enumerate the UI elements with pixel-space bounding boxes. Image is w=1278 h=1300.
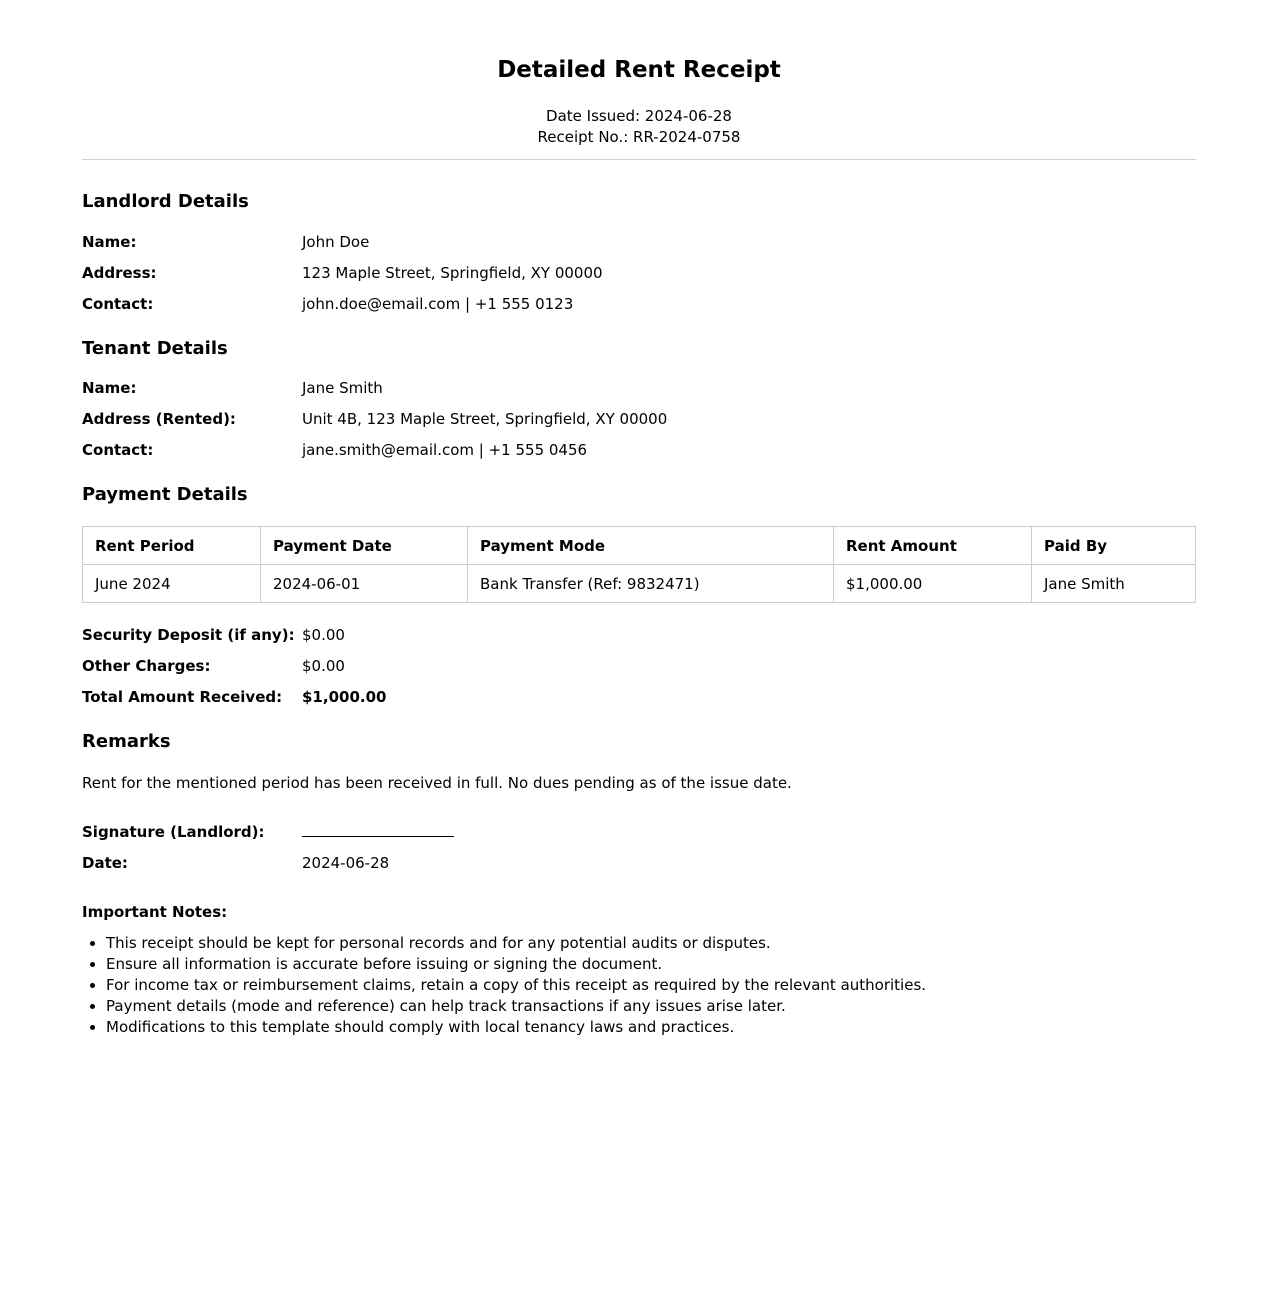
column-header-paid-by: Paid By bbox=[1032, 527, 1196, 565]
payment-section bbox=[82, 483, 1196, 603]
tenant-contact-row bbox=[82, 440, 1196, 471]
column-header-payment-date: Payment Date bbox=[261, 527, 468, 565]
security-deposit-row bbox=[82, 625, 1196, 656]
remarks-text: Rent for the mentioned period has been received in full. No dues pending as of the issue date. bbox=[82, 774, 792, 792]
list-item: • Modifications to this template should comply with local tenancy laws and practices. bbox=[106, 1017, 1196, 1038]
table-row bbox=[83, 565, 1196, 603]
landlord-name-value: John Doe bbox=[302, 233, 370, 251]
total-amount-row bbox=[82, 687, 1196, 718]
receipt-header bbox=[82, 0, 1196, 148]
signature-section bbox=[82, 822, 1196, 884]
tenant-name-label: Name: bbox=[82, 379, 137, 397]
other-charges-row bbox=[82, 656, 1196, 687]
tenant-section bbox=[82, 337, 1196, 471]
column-header-rent-amount: Rent Amount bbox=[834, 527, 1032, 565]
cell-payment-date: 2024-06-01 bbox=[261, 565, 468, 603]
payment-table bbox=[82, 526, 1196, 603]
signature-date-label: Date: bbox=[82, 854, 128, 872]
header-divider bbox=[82, 159, 1196, 160]
signature-label: Signature (Landlord): bbox=[82, 823, 265, 841]
signature-value bbox=[302, 822, 1196, 843]
payment-section-title: Payment Details bbox=[82, 484, 248, 505]
landlord-section bbox=[82, 190, 1196, 325]
tenant-address-value: Unit 4B, 123 Maple Street, Springfield, XY 00000 bbox=[302, 410, 668, 428]
landlord-address-row bbox=[82, 263, 1196, 294]
total-amount-label: Total Amount Received: bbox=[82, 688, 283, 706]
list-item: • Ensure all information is accurate before issuing or signing the document. bbox=[106, 954, 1196, 975]
page-title: Detailed Rent Receipt bbox=[497, 57, 781, 83]
payment-summary bbox=[82, 625, 1196, 718]
other-charges-label: Other Charges: bbox=[82, 657, 211, 675]
receipt-number: Receipt No.: RR-2024-0758 bbox=[537, 128, 741, 146]
tenant-name-value: Jane Smith bbox=[302, 379, 383, 397]
landlord-name-row bbox=[82, 232, 1196, 263]
landlord-section-title: Landlord Details bbox=[82, 191, 249, 212]
cell-rent-period: June 2024 bbox=[83, 565, 261, 603]
other-charges-value: $0.00 bbox=[302, 657, 345, 675]
tenant-contact-label: Contact: bbox=[82, 441, 154, 459]
cell-payment-mode: Bank Transfer (Ref: 9832471) bbox=[468, 565, 834, 603]
landlord-name-label: Name: bbox=[82, 233, 137, 251]
column-header-payment-mode: Payment Mode bbox=[468, 527, 834, 565]
receipt-page bbox=[82, 0, 1196, 1038]
total-amount-value: $1,000.00 bbox=[302, 688, 387, 706]
signature-line bbox=[302, 822, 454, 837]
landlord-address-value: 123 Maple Street, Springfield, XY 00000 bbox=[302, 264, 603, 282]
signature-date-value: 2024-06-28 bbox=[302, 854, 390, 872]
tenant-name-row bbox=[82, 378, 1196, 409]
tenant-address-row bbox=[82, 409, 1196, 440]
landlord-contact-row bbox=[82, 294, 1196, 325]
remarks-section-title: Remarks bbox=[82, 731, 171, 752]
cell-rent-amount: $1,000.00 bbox=[834, 565, 1032, 603]
landlord-contact-value: john.doe@email.com | +1 555 0123 bbox=[302, 295, 574, 313]
signature-row bbox=[82, 822, 1196, 853]
tenant-section-title: Tenant Details bbox=[82, 338, 228, 359]
security-deposit-label: Security Deposit (if any): bbox=[82, 626, 295, 644]
list-item: • This receipt should be kept for personal records and for any potential audits or disputes. bbox=[106, 933, 1196, 954]
list-item: • For income tax or reimbursement claims, retain a copy of this receipt as required by the relevant authorities. bbox=[106, 975, 1196, 996]
signature-date-row bbox=[82, 853, 1196, 884]
landlord-address-label: Address: bbox=[82, 264, 157, 282]
remarks-section bbox=[82, 730, 1196, 794]
list-item: • Payment details (mode and reference) can help track transactions if any issues arise later. bbox=[106, 996, 1196, 1017]
notes-section bbox=[82, 902, 1196, 1038]
notes-list bbox=[82, 933, 1196, 1038]
notes-title: Important Notes: bbox=[82, 903, 228, 921]
payment-table-header bbox=[83, 527, 1196, 565]
cell-paid-by: Jane Smith bbox=[1032, 565, 1196, 603]
security-deposit-value: $0.00 bbox=[302, 626, 345, 644]
column-header-rent-period: Rent Period bbox=[83, 527, 261, 565]
landlord-contact-label: Contact: bbox=[82, 295, 154, 313]
tenant-address-label: Address (Rented): bbox=[82, 410, 236, 428]
date-issued: Date Issued: 2024-06-28 bbox=[546, 107, 732, 125]
tenant-contact-value: jane.smith@email.com | +1 555 0456 bbox=[302, 441, 588, 459]
